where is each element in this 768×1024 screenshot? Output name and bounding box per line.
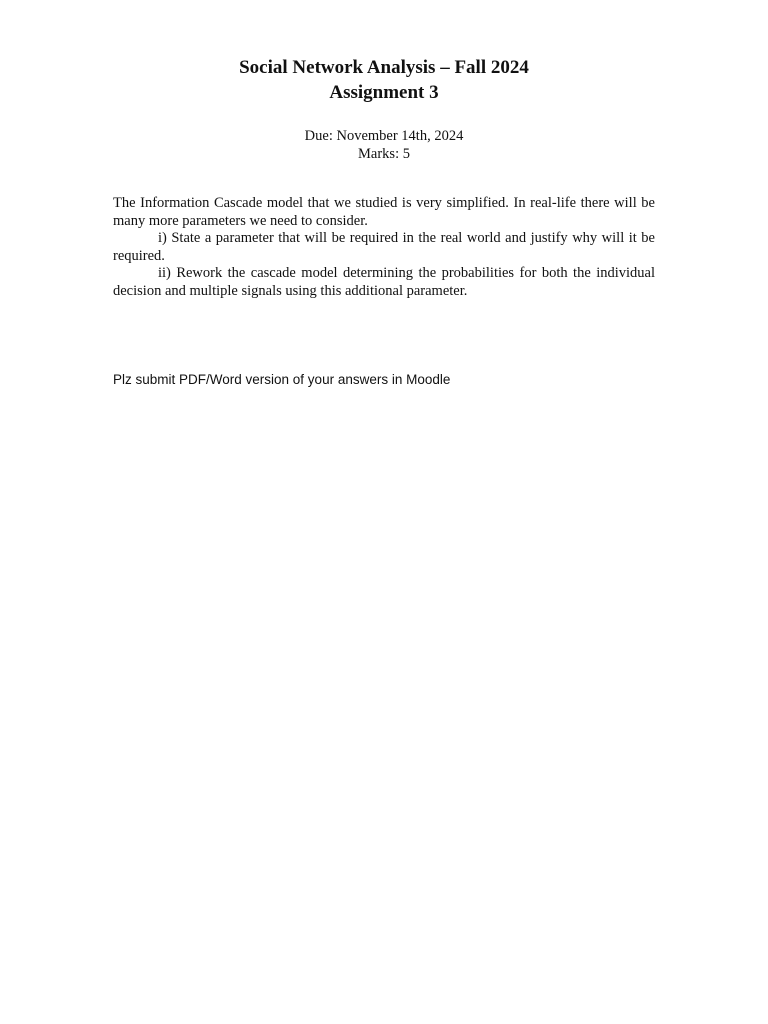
question-2: ii) Rework the cascade model determining the probabilities for both the individual decision and multiple signals using this additional parameter.	[113, 265, 655, 299]
assignment-meta	[0, 127, 768, 163]
course-title: Social Network Analysis – Fall 2024	[239, 57, 529, 78]
marks: Marks: 5	[358, 146, 410, 162]
title-block	[0, 55, 768, 105]
intro-paragraph: The Information Cascade model that we studied is very simplified. In real-life there will be many more parameters we need to consider.	[113, 195, 655, 229]
assignment-body	[113, 195, 655, 301]
question-1: i) State a parameter that will be required in the real world and justify why will it be required.	[113, 230, 655, 264]
due-date: Due: November 14th, 2024	[304, 128, 464, 144]
submission-note: Plz submit PDF/Word version of your answers in Moodle	[113, 372, 451, 387]
assignment-title: Assignment 3	[329, 82, 439, 103]
